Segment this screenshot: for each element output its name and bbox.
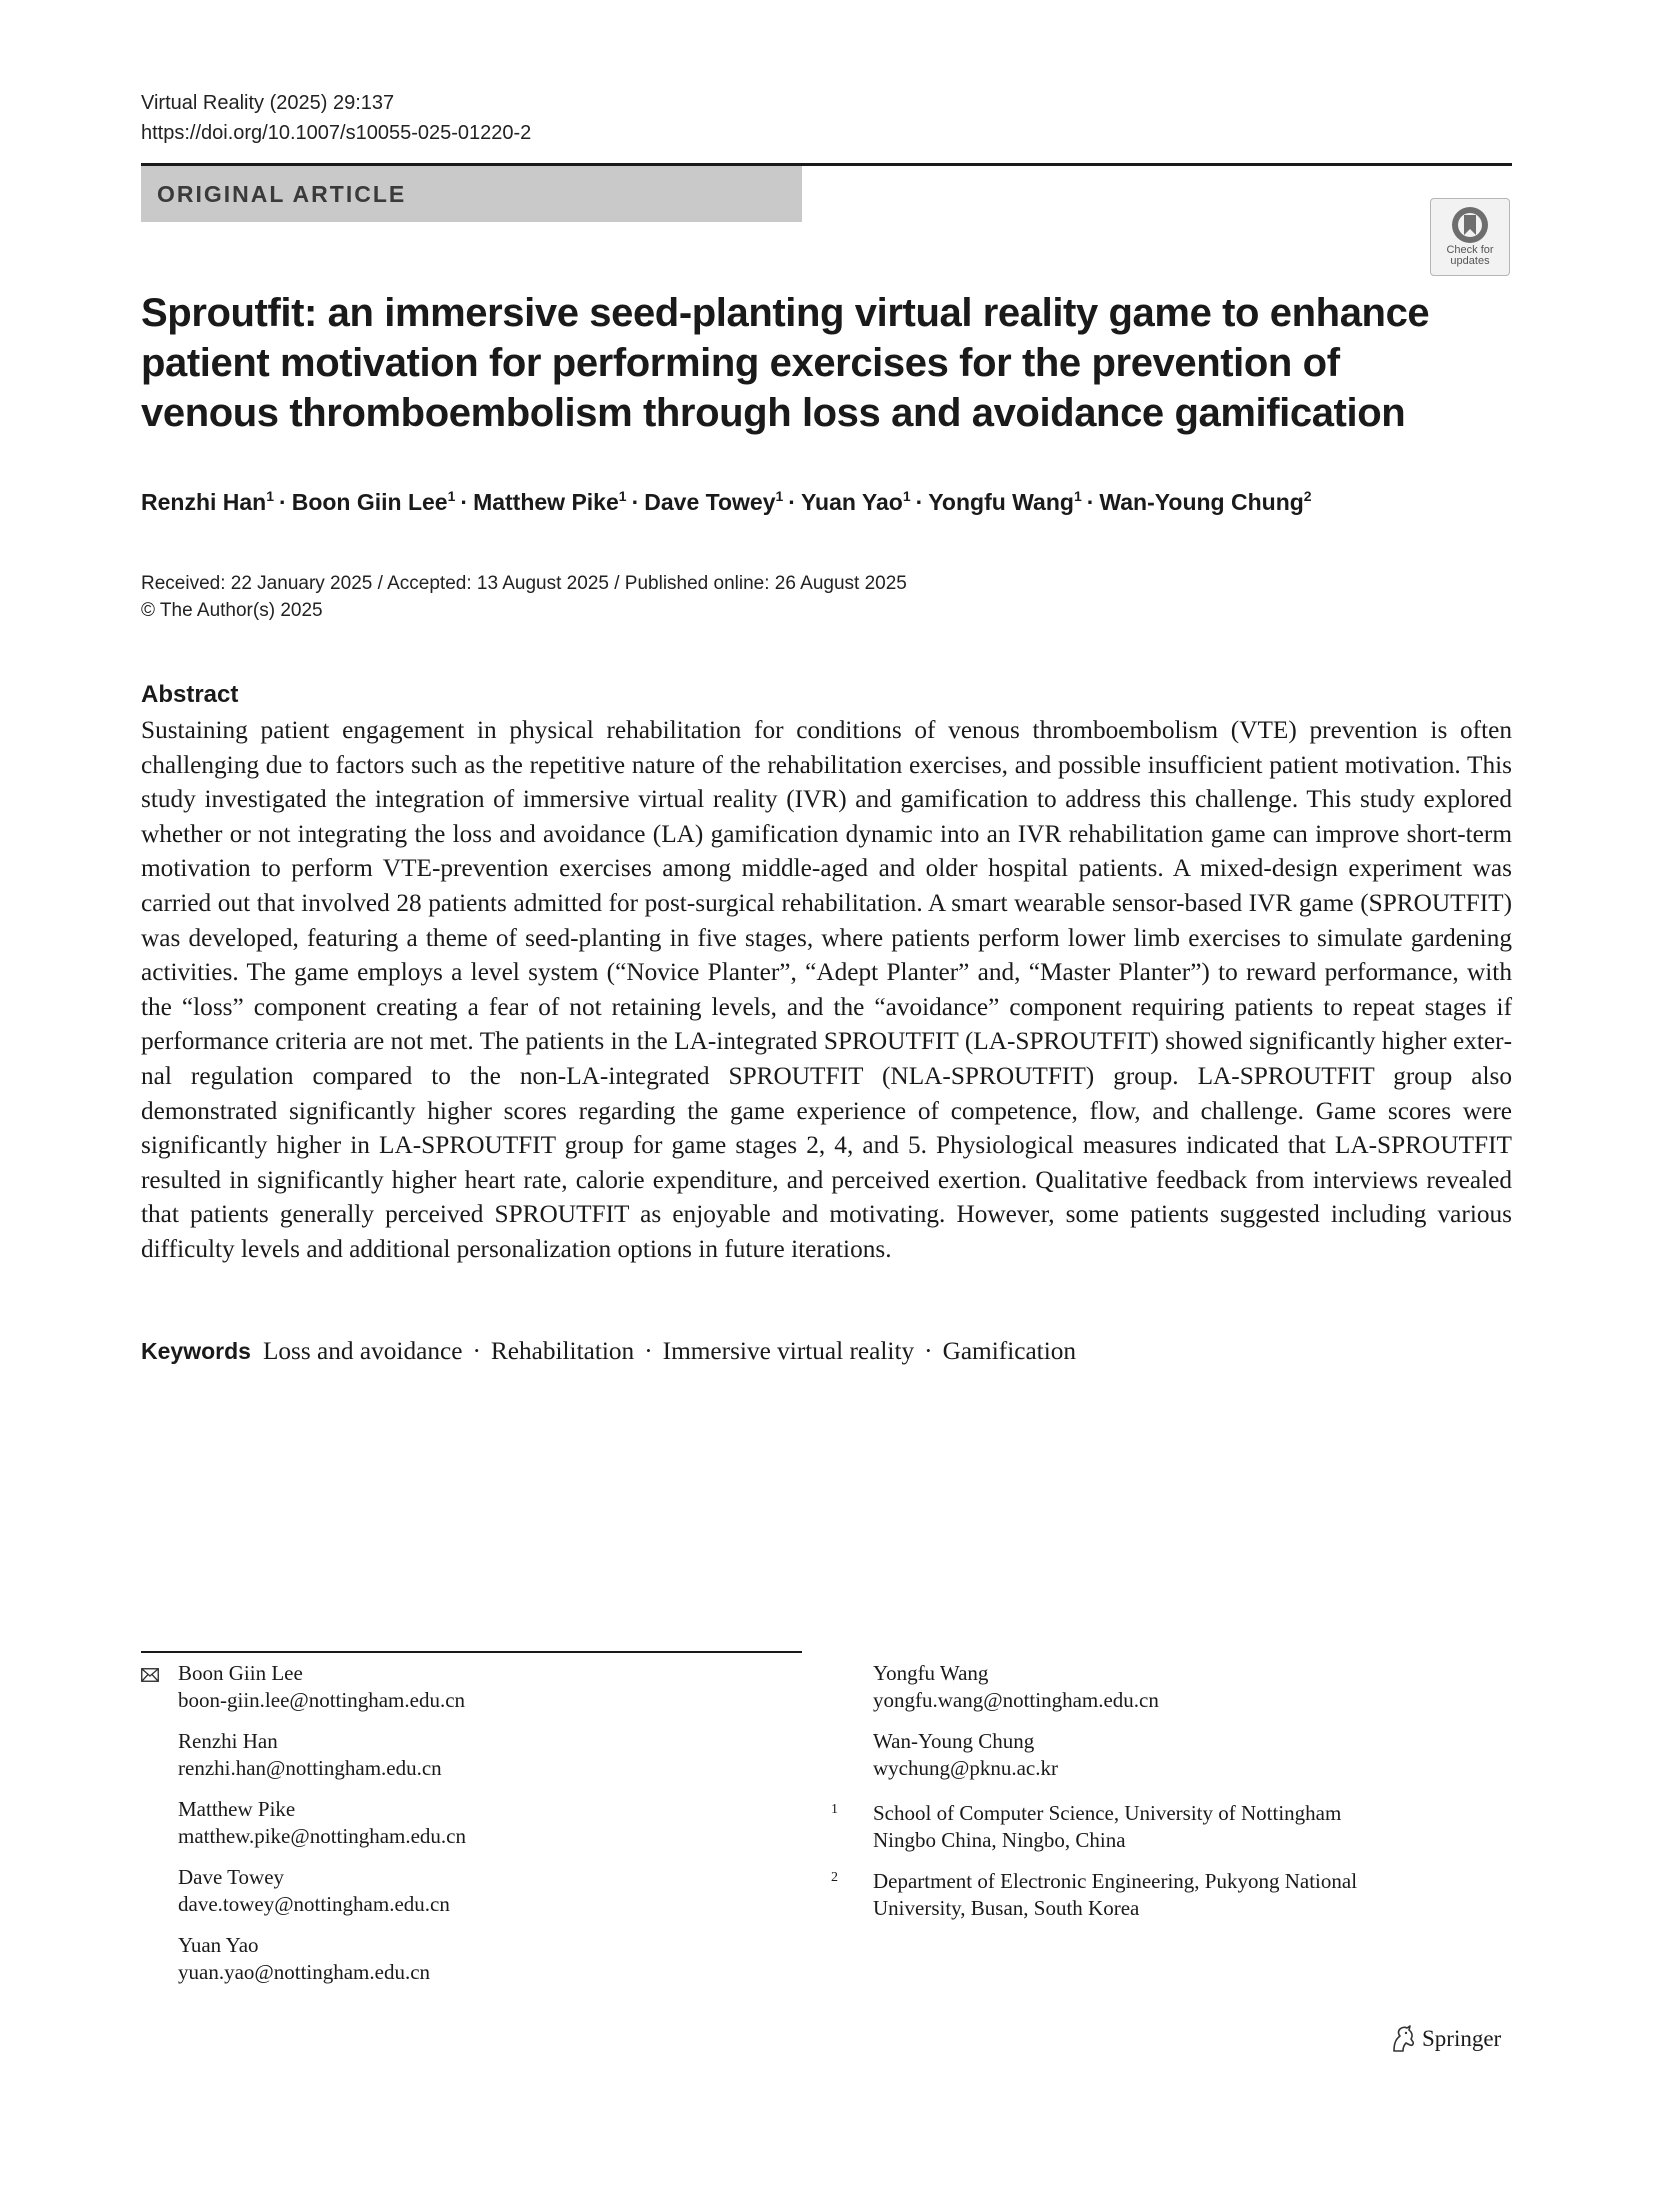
author-name[interactable]: Dave Towey [644,489,776,515]
affiliation-line: Department of Electronic Engineering, Pukyong National [873,1869,1358,1893]
contact-email[interactable]: yuan.yao@nottingham.edu.cn [178,1960,431,1984]
author-separator: · [1086,489,1095,515]
affiliation-2 [831,1868,1511,1928]
check-updates-line2: updates [1450,255,1490,267]
keyword: Gamification [942,1337,1077,1365]
journal-citation: Virtual Reality (2025) 29:137 [141,92,395,114]
author-name[interactable]: Renzhi Han [141,489,267,515]
contact-entry [178,1660,465,1714]
affiliation-line: School of Computer Science, University of Nottingham [873,1801,1342,1825]
author-list [141,486,1312,518]
journal-header [141,88,531,148]
contact-email[interactable]: dave.towey@nottingham.edu.cn [178,1892,450,1916]
check-updates-line1: Check for [1446,244,1494,256]
contact-entry [178,1864,450,1918]
author-name[interactable]: Matthew Pike [473,489,619,515]
author-affiliation-mark: 1 [775,488,784,504]
copyright-line: © The Author(s) 2025 [141,600,323,621]
contact-email[interactable]: wychung@pknu.ac.kr [873,1756,1058,1780]
affiliation-number: 1 [831,1802,838,1817]
affiliation-1 [831,1800,1511,1860]
article-type-banner [141,166,802,222]
keyword: Loss and avoidance [262,1337,463,1365]
footnote-rule [141,1651,802,1653]
bookmark-crossmark-icon [1450,205,1490,245]
author-affiliation-mark: 1 [447,488,456,504]
keyword-separator: · [644,1337,653,1365]
contact-email[interactable]: matthew.pike@nottingham.edu.cn [178,1824,466,1848]
abstract-text: Sustaining patient engagement in physical rehabilitation for conditions of venous thromboembolism (VTE) prevention is often challenging due to factors such as the repetitive nature of the rehabilitation exercises, and possible insufficient patient motivation. This study investigated the integration of immersive virtual reality (IVR) and gamification to address this challenge. This study explored whether or not integrating the loss and avoidance (LA) gamification dynamic into an IVR rehabilitation game can improve short-term motivation to perform VTE-prevention exercises among middle-aged and older hospital patients. A mixed-design experiment was carried out that involved 28 patients admitted for post-surgical rehabilitation. A smart wearable sensor-based IVR game (SPROUTFIT) was developed, featuring a theme of seed-planting in five stages, where patients perform lower limb exercises to simulate gardening activities. The game employs a level system (“Novice Planter”, “Adept Planter” and, “Master Planter”) to reward performance, with the “loss” component creating a fear of not retaining levels, and the “avoidance” component requiring patients to repeat stages if performance criteria are not met. The patients in the LA-integrated SPROUTFIT (LA-SPROUTFIT) showed significantly higher external regulation compared to the non-LA-integrated SPROUTFIT (NLA-SPROUTFIT) group. LA-SPROUTFIT group also demonstrated significantly higher scores regarding the game experience of competence, flow, and challenge. Game scores were significantly higher in LA-SPROUTFIT group for game stages 2, 4, and 5. Physiological measures indicated that LA-SPROUTFIT resulted in significantly higher heart rate, calorie expenditure, and perceived exertion. Qualitative feedback from interviews revealed that patients generally perceived SPROUTFIT as enjoyable and motivating. However, some patients suggested including various difficulty levels and additional personalization options in future iterations. [141,716,1512,1263]
affiliation-line: Ningbo China, Ningbo, China [873,1828,1126,1852]
contact-entry [178,1728,442,1782]
author-separator: · [631,489,640,515]
keyword-separator: · [472,1337,481,1365]
contact-entry [178,1932,430,1986]
author-name[interactable]: Boon Giin Lee [291,489,448,515]
springer-horse-icon [1390,2025,1416,2053]
history-dates: Received: 22 January 2025 / Accepted: 13 August 2025 / Published online: 26 August 2025 [141,573,907,594]
contact-name: Boon Giin Lee [178,1661,303,1685]
keyword: Rehabilitation [490,1337,635,1365]
contact-name: Dave Towey [178,1865,285,1889]
keyword: Immersive virtual reality [662,1337,915,1365]
contact-entry [178,1796,466,1850]
author-affiliation-mark: 1 [266,488,275,504]
keywords-heading: Keywords [141,1338,251,1364]
abstract-heading: Abstract [141,681,239,708]
check-for-updates-badge[interactable] [1430,198,1510,276]
contact-entry [873,1660,1159,1714]
contact-name: Yongfu Wang [873,1661,989,1685]
contact-entry [873,1728,1058,1782]
author-name[interactable]: Wan-Young Chung [1099,489,1304,515]
author-name[interactable]: Yongfu Wang [928,489,1074,515]
contact-email[interactable]: boon-giin.lee@nottingham.edu.cn [178,1688,466,1712]
article-type-label: ORIGINAL ARTICLE [157,180,407,207]
author-affiliation-mark: 1 [618,488,627,504]
contact-name: Yuan Yao [178,1933,259,1957]
publisher-name: Springer [1422,2026,1502,2051]
doi-link[interactable]: https://doi.org/10.1007/s10055-025-01220-2 [141,122,532,144]
publisher-logo [1390,2025,1501,2053]
contact-email[interactable]: renzhi.han@nottingham.edu.cn [178,1756,442,1780]
author-affiliation-mark: 2 [1303,488,1312,504]
keyword-separator: · [924,1337,933,1365]
author-affiliation-mark: 1 [902,488,911,504]
author-name[interactable]: Yuan Yao [800,489,903,515]
contact-name: Matthew Pike [178,1797,296,1821]
publication-history [141,570,907,624]
contact-email[interactable]: yongfu.wang@nottingham.edu.cn [873,1688,1159,1712]
author-separator: · [915,489,924,515]
contact-name: Wan-Young Chung [873,1729,1035,1753]
contact-name: Renzhi Han [178,1729,278,1753]
affiliation-line: University, Busan, South Korea [873,1896,1140,1920]
author-affiliation-mark: 1 [1073,488,1082,504]
author-separator: · [279,489,287,515]
affiliation-number: 2 [831,1870,838,1885]
keywords-line [141,1334,1076,1368]
author-separator: · [460,489,469,515]
article-title: Sproutfit: an immersive seed-planting virtual reality game to enhance patient motivation for performing exercises for the prevention of venous thromboembolism through loss and avoidance gamification [141,291,1430,435]
envelope-icon [141,1668,159,1682]
author-separator: · [788,489,796,515]
